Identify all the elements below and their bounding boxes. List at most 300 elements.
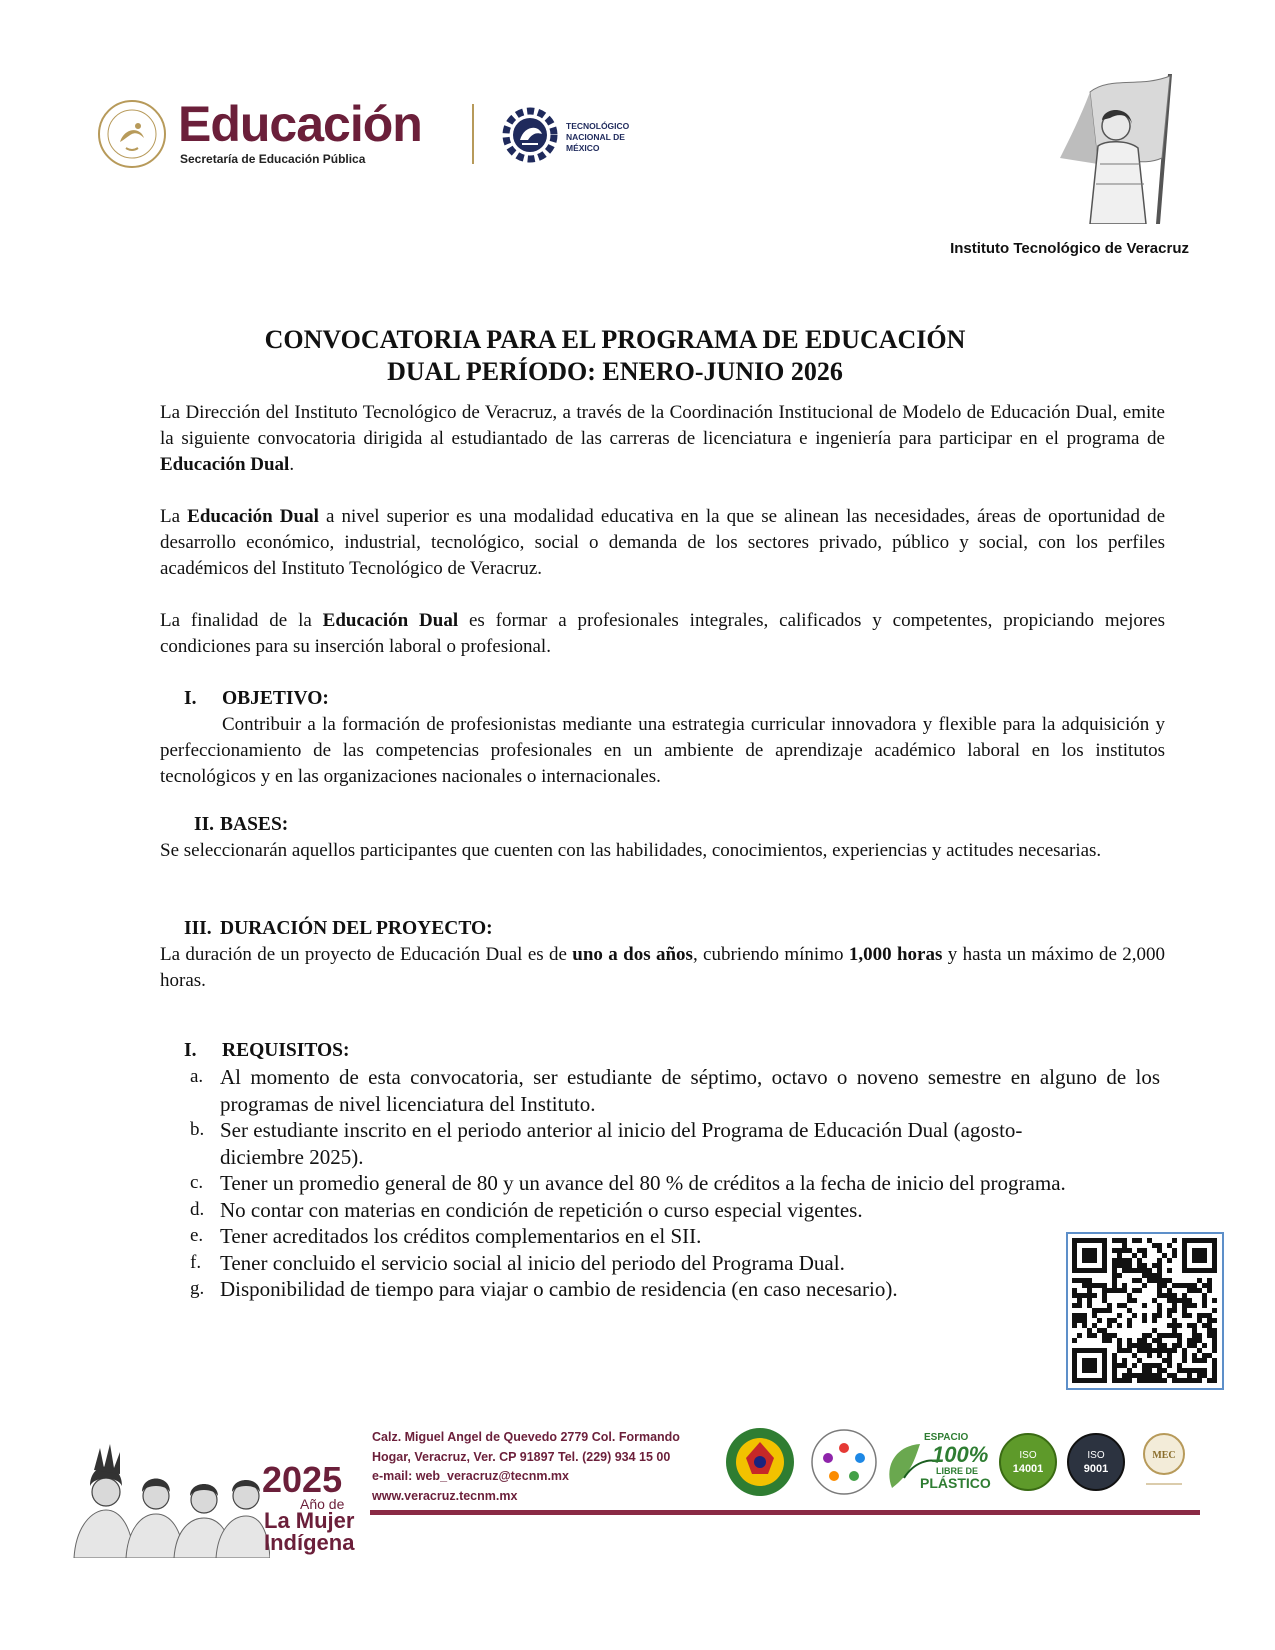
qr-module — [1097, 1328, 1102, 1333]
qr-module — [1212, 1368, 1217, 1373]
qr-module — [1077, 1293, 1082, 1298]
qr-module — [1117, 1273, 1122, 1278]
qr-module — [1132, 1268, 1137, 1273]
qr-module — [1192, 1323, 1197, 1328]
intro-p2-bold: Educación Dual — [187, 506, 319, 527]
qr-module — [1072, 1373, 1077, 1378]
qr-module — [1117, 1288, 1122, 1293]
qr-module — [1112, 1363, 1117, 1368]
qr-module — [1077, 1298, 1082, 1303]
list-item-text: Tener concluido el servicio social al inicio del periodo del Programa Dual. — [220, 1250, 845, 1275]
qr-module — [1082, 1323, 1087, 1328]
qr-module — [1182, 1298, 1187, 1303]
qr-module — [1142, 1248, 1147, 1253]
qr-module — [1127, 1323, 1132, 1328]
qr-module — [1122, 1258, 1127, 1263]
qr-module — [1117, 1313, 1122, 1318]
qr-module — [1097, 1268, 1102, 1273]
qr-module — [1122, 1303, 1127, 1308]
qr-module — [1127, 1268, 1132, 1273]
qr-module — [1192, 1258, 1197, 1263]
qr-module — [1172, 1343, 1177, 1348]
qr-module — [1192, 1303, 1197, 1308]
qr-module — [1132, 1353, 1137, 1358]
qr-module — [1087, 1283, 1092, 1288]
address-line-1: Calz. Miguel Angel de Quevedo 2779 Col. Formando — [372, 1430, 680, 1444]
qr-module — [1152, 1348, 1157, 1353]
qr-module — [1207, 1288, 1212, 1293]
qr-module — [1127, 1348, 1132, 1353]
education-wordmark: Educación — [178, 96, 422, 152]
qr-module — [1157, 1348, 1162, 1353]
mexico-seal-icon — [96, 98, 168, 170]
list-item-text: Ser estudiante inscrito en el periodo anterior al inicio del Programa de Educación Dual (agosto-diciembre 2025). — [220, 1118, 1023, 1169]
qr-module — [1197, 1358, 1202, 1363]
qr-module — [1112, 1273, 1117, 1278]
qr-module — [1177, 1368, 1182, 1373]
qr-module — [1107, 1318, 1112, 1323]
qr-module — [1072, 1293, 1077, 1298]
qr-module — [1157, 1248, 1162, 1253]
address-line-2: Hogar, Veracruz, Ver. CP 91897 Tel. (229) 934 15 00 — [372, 1449, 671, 1464]
qr-module — [1202, 1323, 1207, 1328]
qr-module — [1137, 1378, 1142, 1383]
qr-module — [1072, 1263, 1077, 1268]
qr-module — [1072, 1363, 1077, 1368]
qr-module — [1142, 1363, 1147, 1368]
qr-module — [1182, 1283, 1187, 1288]
qr-module — [1077, 1313, 1082, 1318]
qr-module — [1197, 1238, 1202, 1243]
qr-module — [1112, 1373, 1117, 1378]
qr-module — [1132, 1298, 1137, 1303]
qr-module — [1132, 1253, 1137, 1258]
qr-module — [1117, 1253, 1122, 1258]
qr-module — [1072, 1238, 1077, 1243]
qr-module — [1167, 1373, 1172, 1378]
qr-module — [1157, 1263, 1162, 1268]
qr-module — [1127, 1378, 1132, 1383]
qr-module — [1127, 1373, 1132, 1378]
tecnm-line-1: TECNOLÓGICO — [566, 121, 630, 131]
qr-module — [1187, 1288, 1192, 1293]
qr-module — [1162, 1368, 1167, 1373]
qr-module — [1142, 1348, 1147, 1353]
qr-module — [1132, 1288, 1137, 1293]
qr-module — [1102, 1258, 1107, 1263]
qr-module — [1187, 1343, 1192, 1348]
qr-module — [1147, 1378, 1152, 1383]
qr-module — [1072, 1288, 1077, 1293]
qr-module — [1182, 1293, 1187, 1298]
qr-module — [1137, 1288, 1142, 1293]
qr-module — [1162, 1278, 1167, 1283]
qr-module — [1127, 1318, 1132, 1323]
qr-module — [1072, 1353, 1077, 1358]
qr-module — [1112, 1263, 1117, 1268]
qr-module — [1187, 1368, 1192, 1373]
qr-module — [1187, 1238, 1192, 1243]
qr-module — [1197, 1253, 1202, 1258]
qr-module — [1152, 1243, 1157, 1248]
qr-module — [1122, 1238, 1127, 1243]
qr-module — [1127, 1308, 1132, 1313]
qr-module — [1147, 1373, 1152, 1378]
qr-code-icon — [1068, 1234, 1222, 1388]
qr-module — [1122, 1288, 1127, 1293]
qr-module — [1127, 1258, 1132, 1263]
qr-module — [1202, 1373, 1207, 1378]
qr-module — [1152, 1373, 1157, 1378]
qr-module — [1172, 1293, 1177, 1298]
section-heading-duracion — [184, 916, 493, 942]
qr-module — [1102, 1348, 1107, 1353]
qr-module — [1092, 1248, 1097, 1253]
qr-module — [1162, 1358, 1167, 1363]
qr-module — [1137, 1258, 1142, 1263]
qr-module — [1177, 1323, 1182, 1328]
list-item-letter: f. — [190, 1251, 202, 1273]
qr-module — [1192, 1353, 1197, 1358]
section-number: I. — [184, 688, 197, 709]
qr-module — [1177, 1283, 1182, 1288]
qr-module — [1187, 1298, 1192, 1303]
qr-module — [1097, 1348, 1102, 1353]
qr-module — [1117, 1303, 1122, 1308]
qr-module — [1212, 1338, 1217, 1343]
qr-module — [1207, 1333, 1212, 1338]
qr-module — [1162, 1283, 1167, 1288]
qr-module — [1182, 1348, 1187, 1353]
qr-module — [1122, 1263, 1127, 1268]
qr-module — [1212, 1298, 1217, 1303]
qr-module — [1112, 1353, 1117, 1358]
qr-module — [1182, 1303, 1187, 1308]
qr-module — [1127, 1343, 1132, 1348]
qr-module — [1107, 1288, 1112, 1293]
qr-module — [1212, 1378, 1217, 1383]
qr-module — [1102, 1373, 1107, 1378]
qr-module — [1172, 1348, 1177, 1353]
qr-module — [1072, 1268, 1077, 1273]
qr-module — [1207, 1268, 1212, 1273]
qr-module — [1147, 1368, 1152, 1373]
qr-module — [1212, 1343, 1217, 1348]
intro-paragraph-1 — [160, 400, 1165, 478]
qr-module — [1157, 1363, 1162, 1368]
qr-module — [1102, 1293, 1107, 1298]
qr-module — [1102, 1253, 1107, 1258]
qr-module — [1207, 1318, 1212, 1323]
qr-module — [1207, 1238, 1212, 1243]
qr-module — [1102, 1288, 1107, 1293]
qr-module — [1122, 1283, 1127, 1288]
intro-p1-text: La Dirección del Instituto Tecnológico de Veracruz, a través de la Coordinación Institucional de Modelo de Educación Dual, emite la siguiente convocatoria dirigida al estudiantado de las carreras de licenciatura e ingeniería para participar en el programa de — [160, 402, 1165, 449]
iso-9001-number: 9001 — [1083, 1463, 1109, 1475]
qr-module — [1087, 1268, 1092, 1273]
institute-name: Instituto Tecnológico de Veracruz — [950, 240, 1189, 257]
qr-module — [1152, 1318, 1157, 1323]
qr-module — [1117, 1343, 1122, 1348]
qr-module — [1172, 1303, 1177, 1308]
qr-module — [1157, 1303, 1162, 1308]
qr-module — [1077, 1318, 1082, 1323]
qr-module — [1117, 1323, 1122, 1328]
qr-module — [1087, 1253, 1092, 1258]
qr-module — [1177, 1343, 1182, 1348]
header-logos — [96, 96, 656, 176]
qr-module — [1157, 1343, 1162, 1348]
qr-module — [1087, 1328, 1092, 1333]
qr-module — [1152, 1363, 1157, 1368]
qr-module — [1212, 1263, 1217, 1268]
heroine-flag-illustration — [1050, 68, 1198, 224]
qr-module — [1102, 1283, 1107, 1288]
qr-module — [1117, 1263, 1122, 1268]
qr-module — [1112, 1278, 1117, 1283]
qr-module — [1117, 1378, 1122, 1383]
requirements-list — [190, 1064, 1180, 1303]
qr-module — [1167, 1278, 1172, 1283]
qr-module — [1157, 1273, 1162, 1278]
qr-module — [1117, 1363, 1122, 1368]
qr-module — [1202, 1298, 1207, 1303]
qr-module — [1122, 1363, 1127, 1368]
intro-p2-text: a nivel superior es una modalidad educativa en la que se alinean las necesidades, áreas de oportunidad de desarrollo económico, industrial, tecnológico, social o demanda de los sectores privado, público y social, con los perfiles académicos del Instituto Tecnológico de Veracruz. — [160, 506, 1166, 579]
qr-module — [1072, 1253, 1077, 1258]
qr-module — [1162, 1333, 1167, 1338]
qr-module — [1087, 1288, 1092, 1293]
qr-module — [1087, 1378, 1092, 1383]
qr-module — [1087, 1298, 1092, 1303]
iso-14001-number: 14001 — [1012, 1463, 1044, 1475]
qr-module — [1182, 1353, 1187, 1358]
qr-module — [1172, 1323, 1177, 1328]
qr-module — [1087, 1248, 1092, 1253]
qr-module — [1077, 1333, 1082, 1338]
qr-module — [1137, 1263, 1142, 1268]
qr-module — [1112, 1358, 1117, 1363]
qr-module — [1202, 1313, 1207, 1318]
qr-module — [1167, 1243, 1172, 1248]
qr-module — [1207, 1278, 1212, 1283]
qr-module — [1142, 1313, 1147, 1318]
qr-module — [1132, 1363, 1137, 1368]
qr-module — [1152, 1273, 1157, 1278]
qr-module — [1122, 1358, 1127, 1363]
list-item — [190, 1223, 1060, 1250]
title-line-2: DUAL PERÍODO: ENERO-JUNIO 2026 — [387, 357, 843, 386]
qr-module — [1202, 1353, 1207, 1358]
qr-module — [1112, 1318, 1117, 1323]
qr-module — [1087, 1333, 1092, 1338]
mec-seal-icon — [1144, 1434, 1184, 1484]
list-item — [190, 1250, 1060, 1277]
qr-module — [1157, 1288, 1162, 1293]
qr-module — [1207, 1313, 1212, 1318]
qr-module — [1132, 1343, 1137, 1348]
qr-module — [1092, 1323, 1097, 1328]
qr-module — [1072, 1318, 1077, 1323]
section-title: BASES: — [220, 814, 289, 835]
qr-module — [1112, 1333, 1117, 1338]
qr-module — [1107, 1323, 1112, 1328]
qr-module — [1202, 1293, 1207, 1298]
qr-module — [1142, 1303, 1147, 1308]
section-heading-bases — [194, 812, 288, 838]
qr-module — [1197, 1338, 1202, 1343]
qr-module — [1172, 1238, 1177, 1243]
website-link[interactable]: www.veracruz.tecnm.mx — [372, 1488, 518, 1503]
qr-module — [1212, 1238, 1217, 1243]
qr-module — [1167, 1298, 1172, 1303]
qr-module — [1202, 1248, 1207, 1253]
intro-p3-text: es formar a profesionales integrales, calificados y competentes, propiciando mejores condiciones para su inserción laboral o profesional. — [160, 610, 1165, 657]
iso-9001-badge-icon — [1068, 1434, 1124, 1490]
qr-module — [1187, 1323, 1192, 1328]
indigenous-women-illustration — [70, 1430, 270, 1558]
qr-module — [1072, 1243, 1077, 1248]
qr-module — [1207, 1328, 1212, 1333]
qr-module — [1197, 1333, 1202, 1338]
objetivo-text: Contribuir a la formación de profesionistas mediante una estrategia curricular innovadora y flexible para la adquisición y perfeccionamiento de las competencias profesionales en un ambiente de aprendizaje académico laboral en los institutos tecnológicos y en las organizaciones nacionales o internacionales. — [160, 714, 1165, 787]
qr-module — [1212, 1308, 1217, 1313]
qr-module — [1207, 1283, 1212, 1288]
qr-module — [1112, 1248, 1117, 1253]
qr-module — [1192, 1288, 1197, 1293]
qr-module — [1087, 1278, 1092, 1283]
year-subtitle-2: La Mujer — [264, 1508, 355, 1533]
qr-module — [1087, 1293, 1092, 1298]
qr-module — [1207, 1323, 1212, 1328]
qr-module — [1127, 1338, 1132, 1343]
email-link[interactable]: e-mail: web_veracruz@tecnm.mx — [372, 1469, 569, 1483]
qr-module — [1137, 1348, 1142, 1353]
qr-module — [1152, 1338, 1157, 1343]
list-item — [190, 1117, 1100, 1170]
qr-module — [1182, 1243, 1187, 1248]
qr-module — [1182, 1238, 1187, 1243]
qr-module — [1212, 1258, 1217, 1263]
qr-module — [1147, 1273, 1152, 1278]
qr-module — [1102, 1368, 1107, 1373]
qr-module — [1082, 1248, 1087, 1253]
qr-module — [1182, 1248, 1187, 1253]
qr-module — [1077, 1348, 1082, 1353]
qr-module — [1102, 1308, 1107, 1313]
year-2025: 2025 — [262, 1459, 343, 1500]
qr-module — [1177, 1298, 1182, 1303]
qr-module — [1172, 1298, 1177, 1303]
qr-module — [1147, 1268, 1152, 1273]
qr-module — [1142, 1378, 1147, 1383]
qr-module — [1147, 1238, 1152, 1243]
qr-module — [1142, 1318, 1147, 1323]
title-line-1: CONVOCATORIA PARA EL PROGRAMA DE EDUCACIÓN — [264, 325, 966, 354]
qr-module — [1192, 1283, 1197, 1288]
qr-module — [1212, 1253, 1217, 1258]
qr-module — [1087, 1358, 1092, 1363]
qr-module — [1187, 1283, 1192, 1288]
qr-module — [1072, 1278, 1077, 1283]
qr-module — [1192, 1268, 1197, 1273]
qr-module — [1072, 1358, 1077, 1363]
qr-module — [1192, 1253, 1197, 1258]
qr-module — [1167, 1288, 1172, 1293]
qr-module — [1102, 1378, 1107, 1383]
qr-module — [1132, 1278, 1137, 1283]
qr-module — [1087, 1363, 1092, 1368]
qr-module — [1147, 1353, 1152, 1358]
qr-module — [1082, 1358, 1087, 1363]
qr-module — [1072, 1258, 1077, 1263]
qr-module — [1212, 1248, 1217, 1253]
qr-module — [1112, 1378, 1117, 1383]
qr-module — [1202, 1268, 1207, 1273]
qr-module — [1167, 1293, 1172, 1298]
qr-module — [1102, 1338, 1107, 1343]
qr-module — [1072, 1378, 1077, 1383]
qr-module — [1172, 1333, 1177, 1338]
qr-module — [1137, 1338, 1142, 1343]
tecnm-line-2: NACIONAL DE MÉXICO — [566, 132, 625, 153]
qr-module — [1182, 1313, 1187, 1318]
qr-module — [1172, 1378, 1177, 1383]
qr-module — [1112, 1283, 1117, 1288]
qr-module — [1197, 1373, 1202, 1378]
qr-module — [1192, 1248, 1197, 1253]
section-number: I. — [184, 1040, 197, 1061]
qr-module — [1177, 1363, 1182, 1368]
qr-module — [1182, 1308, 1187, 1313]
qr-module — [1152, 1378, 1157, 1383]
qr-module — [1157, 1333, 1162, 1338]
qr-module — [1157, 1243, 1162, 1248]
tecnm-gear-icon — [498, 104, 562, 166]
qr-module — [1087, 1348, 1092, 1353]
qr-module — [1212, 1328, 1217, 1333]
qr-module — [1072, 1313, 1077, 1318]
list-item — [190, 1276, 1080, 1303]
qr-module — [1142, 1343, 1147, 1348]
qr-module — [1127, 1368, 1132, 1373]
qr-module — [1167, 1333, 1172, 1338]
qr-module — [1107, 1338, 1112, 1343]
list-item-letter: d. — [190, 1198, 205, 1220]
qr-module — [1102, 1238, 1107, 1243]
qr-module — [1212, 1363, 1217, 1368]
qr-module — [1157, 1283, 1162, 1288]
qr-module — [1092, 1308, 1097, 1313]
qr-module — [1092, 1253, 1097, 1258]
list-item-text: Al momento de esta convocatoria, ser estudiante de séptimo, octavo o noveno semestre en alguno de los programas de nivel licenciatura del Instituto. — [220, 1065, 1160, 1116]
qr-module — [1092, 1348, 1097, 1353]
qr-module — [1147, 1343, 1152, 1348]
qr-module — [1172, 1253, 1177, 1258]
qr-module — [1197, 1348, 1202, 1353]
qr-code[interactable] — [1066, 1232, 1224, 1390]
qr-module — [1202, 1343, 1207, 1348]
qr-module — [1197, 1378, 1202, 1383]
qr-module — [1097, 1378, 1102, 1383]
qr-module — [1072, 1303, 1077, 1308]
qr-module — [1197, 1288, 1202, 1293]
qr-module — [1102, 1298, 1107, 1303]
qr-module — [1077, 1278, 1082, 1283]
qr-module — [1082, 1313, 1087, 1318]
qr-module — [1157, 1353, 1162, 1358]
list-item-text: Disponibilidad de tiempo para viajar o cambio de residencia (en caso necesario). — [220, 1277, 898, 1301]
